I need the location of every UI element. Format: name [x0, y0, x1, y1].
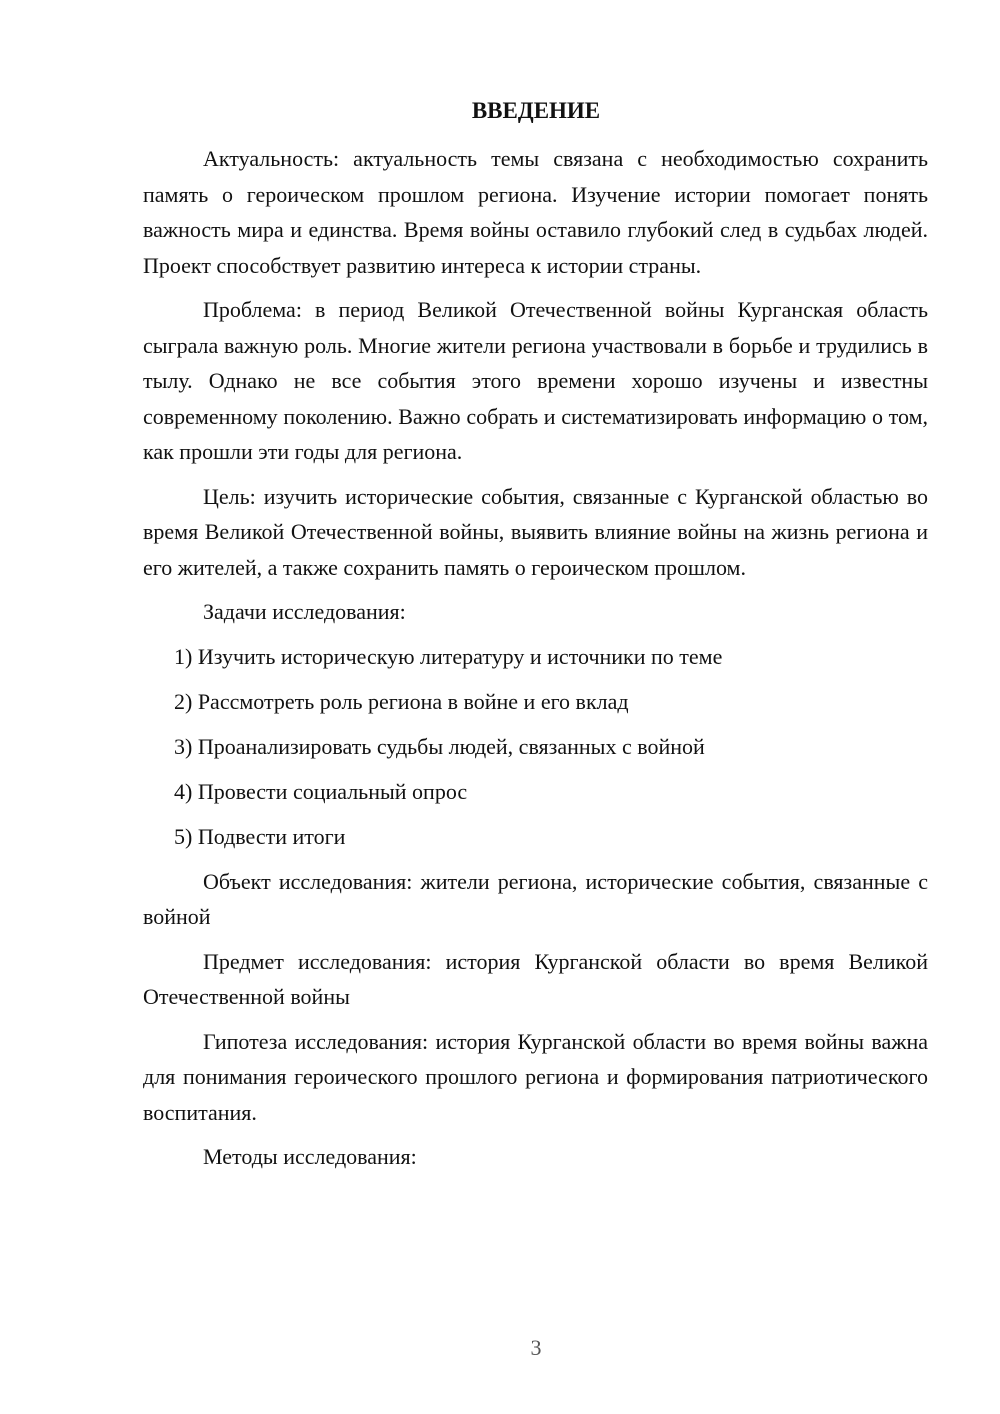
problem-paragraph: Проблема: в период Великой Отечественной войны Курганская область сыграла важную роль. Многие жители региона участвовали в борьбе и трудились в тылу. Однако не все события этого времени хорошо изучены и известны современному поколению. Важно собрать и систематизировать информацию о том, как прошли эти годы для региона. [143, 297, 928, 464]
page-title: ВВЕДЕНИЕ [471, 98, 601, 123]
task-item-3: 3) Проанализировать судьбы людей, связанных с войной [174, 733, 705, 759]
methods-heading: Методы исследования: [203, 1144, 417, 1169]
page-number: 3 [530, 1335, 542, 1360]
subject-paragraph: Предмет исследования: история Курганской области во время Великой Отечественной войны [143, 948, 928, 1009]
task-item-1: 1) Изучить историческую литературу и источники по теме [174, 643, 723, 669]
relevance-paragraph: Актуальность: актуальность темы связана с необходимостью сохранить память о героическом прошлом региона. Изучение истории помогает понять важность мира и единства. Время войны оставило глубокий след в судьбах людей. Проект способствует развитию интереса к истории страны. [143, 146, 928, 278]
hypothesis-paragraph: Гипотеза исследования: история Курганской области во время войны важна для понимания героического прошлого региона и формирования патриотического воспитания. [143, 1028, 928, 1125]
tasks-heading: Задачи исследования: [203, 599, 406, 624]
goal-paragraph: Цель: изучить исторические события, связанные с Курганской областью во время Великой Отечественной войны, выявить влияние войны на жизнь региона и его жителей, а также сохранить память о героическом прошлом. [143, 483, 928, 580]
task-item-2: 2) Рассмотреть роль региона в войне и его вклад [174, 688, 629, 714]
document-body [143, 141, 928, 1184]
task-item-4: 4) Провести социальный опрос [174, 778, 468, 804]
task-item-5: 5) Подвести итоги [174, 823, 346, 849]
tasks-list [143, 639, 928, 855]
object-paragraph: Объект исследования: жители региона, исторические события, связанные с войной [143, 868, 928, 929]
